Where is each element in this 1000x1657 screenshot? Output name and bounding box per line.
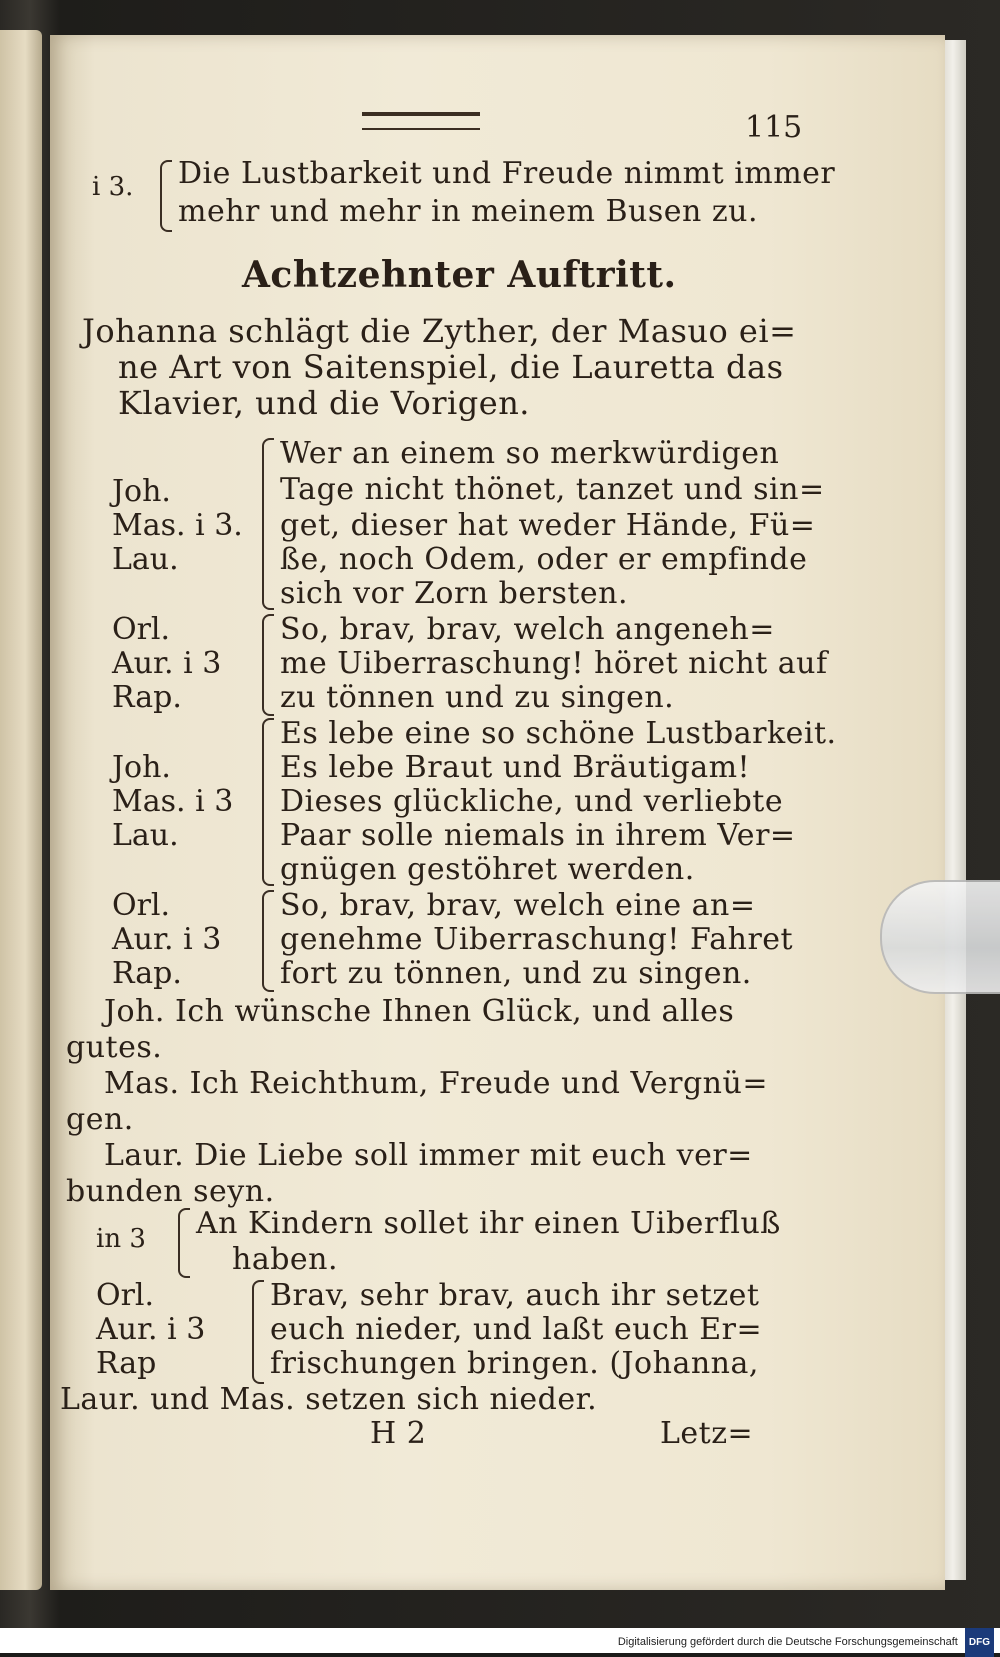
text-line: Brav, sehr brav, auch ihr setzet: [270, 1278, 760, 1313]
page-clip: [880, 880, 1000, 994]
text-line: haben.: [232, 1242, 339, 1277]
text-line: So, brav, brav, welch eine an=: [280, 888, 756, 923]
speaker-role: Aur. i 3: [96, 1312, 206, 1347]
text-line: zu tönnen und zu singen.: [280, 680, 675, 715]
speech-line: gen.: [66, 1102, 134, 1137]
text-line: Es lebe eine so schöne Lustbarkeit.: [280, 716, 837, 751]
text-line: So, brav, brav, welch angeneh=: [280, 612, 775, 647]
text-line: Paar solle niemals in ihrem Ver=: [280, 818, 796, 853]
digitization-footer: [0, 1628, 1000, 1653]
speech-line: bunden seyn.: [66, 1174, 275, 1209]
speaker-role: Rap.: [112, 956, 182, 991]
text-line: sich vor Zorn bersten.: [280, 576, 629, 611]
text-line: Tage nicht thönet, tanzet und sin=: [280, 472, 825, 507]
speaker-brace: [262, 890, 274, 992]
speech-line: gutes.: [66, 1030, 163, 1065]
speaker-role: in 3: [96, 1224, 146, 1254]
text-line: An Kindern sollet ihr einen Uiberfluß: [196, 1206, 781, 1241]
speaker-brace: [262, 438, 274, 610]
footer-credit: Digitalisierung gefördert durch die Deutsche Forschungsgemeinschaft: [617, 1636, 958, 1649]
speaker-role: Joh.: [112, 750, 171, 785]
speaker-role: Lau.: [112, 818, 179, 853]
text-line: gnügen gestöhret werden.: [280, 852, 695, 887]
speaker-role: Orl.: [112, 888, 171, 923]
speaker-role: Mas. i 3: [112, 784, 234, 819]
text-line: Es lebe Braut und Bräutigam!: [280, 750, 751, 785]
speech-line: Mas. Ich Reichthum, Freude und Vergnü=: [104, 1066, 768, 1101]
text-line: euch nieder, und laßt euch Er=: [270, 1312, 763, 1347]
catchword: Letz=: [660, 1416, 754, 1451]
stage-direction-line: Klavier, und die Vorigen.: [118, 384, 530, 422]
text-line: genehme Uiberraschung! Fahret: [280, 922, 794, 957]
text-line: frischungen bringen. (Johanna,: [270, 1346, 759, 1381]
speaker-role: Joh.: [112, 474, 171, 509]
speaker-role: Rap.: [112, 680, 182, 715]
speaker-role: Mas. i 3.: [112, 508, 243, 543]
text-line: Laur. und Mas. setzen sich nieder.: [60, 1382, 598, 1417]
text-line: mehr und mehr in meinem Busen zu.: [178, 194, 759, 229]
speech-line: Laur. Die Liebe soll immer mit euch ver=: [104, 1138, 753, 1173]
speaker-brace: [178, 1208, 190, 1278]
text-line: Wer an einem so merkwürdigen: [280, 436, 780, 471]
text-line: fort zu tönnen, und zu singen.: [280, 956, 752, 991]
previous-page-edge: [0, 30, 42, 1590]
text-line: me Uiberraschung! höret nicht auf: [280, 646, 828, 681]
text-line: Die Lustbarkeit und Freude nimmt immer: [178, 156, 836, 191]
dfg-logo-icon: DFG: [965, 1628, 994, 1657]
speaker-role: Orl.: [112, 612, 171, 647]
header-ornament: [362, 112, 480, 130]
speaker-role: Orl.: [96, 1278, 155, 1313]
speaker-brace: [252, 1280, 264, 1384]
signature-mark: H 2: [370, 1416, 427, 1451]
stage-direction-line: Johanna schlägt die Zyther, der Masuo ei=: [82, 312, 797, 350]
stage-direction-line: ne Art von Saitenspiel, die Lauretta das: [118, 348, 784, 386]
scene-heading: Achtzehnter Auftritt.: [242, 254, 677, 296]
opening-brace: [160, 160, 172, 232]
opening-role: i 3.: [92, 172, 134, 202]
speaker-role: Lau.: [112, 542, 179, 577]
speaker-role: Rap: [96, 1346, 157, 1381]
text-line: Dieses glückliche, und verliebte: [280, 784, 784, 819]
page-number: 115: [745, 110, 803, 145]
speaker-role: Aur. i 3: [112, 922, 222, 957]
speech-line: Joh. Ich wünsche Ihnen Glück, und alles: [104, 994, 735, 1029]
speaker-role: Aur. i 3: [112, 646, 222, 681]
speaker-brace: [262, 614, 274, 716]
speaker-brace: [262, 718, 274, 886]
text-line: ße, noch Odem, oder er empfinde: [280, 542, 808, 577]
text-line: get, dieser hat weder Hände, Fü=: [280, 508, 816, 543]
